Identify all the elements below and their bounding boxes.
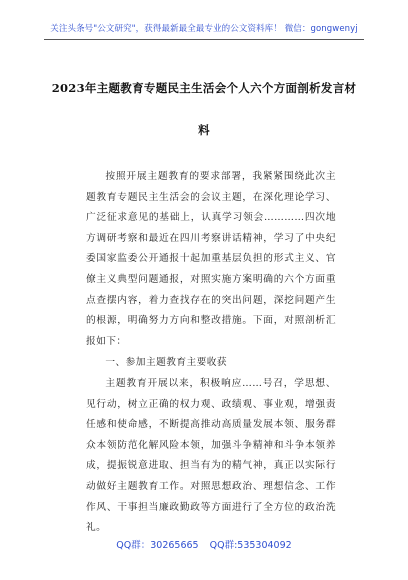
section-heading-1: 一、参加主题教育主要收获 [105,357,228,368]
footer-contact [0,537,408,551]
header-banner-text: 关注头条号"公文研究"，获得最新最全最专业的公文资料库！ 微信：gongwenyj [50,24,358,34]
header-divider [44,39,364,40]
footer-qq-group-1: QQ群：30265665 [116,540,199,551]
paragraph-intro: 按照开展主题教育的要求部署，我紧紧围绕此次主题教育专题民主生活会的会议主题，在深化理论学习、广泛征求意见的基础上，认真学习领会…………四次地方调研考察和最近在四川考察讲话精神，学习了中央纪委国家监委公开通报十起加重基层负担的形式主义、官僚主义典型问题通报，对照实施方案明确的六个方面重点查摆内容，着力查找存在的突出问题，深挖问题产生的根源，明确努力方向和整改措施。下面，对照剖析汇报如下： [86,171,336,347]
footer-qq-group-2: QQ群:535304092 [209,540,292,551]
paragraph-section-1: 主题教育开展以来，积极响应……号召，学思想、见行动，树立正确的权力观、政绩观、事业观，增强责任感和使命感，不断提高推动高质量发展本领、服务群众本领防范化解风险本领，加强斗争精神和斗争本领养成，提振锐意进取、担当有为的精气神，真正以实际行动做好主题教育工作。对照思想政治、理想信念、工作作风、干事担当廉政勤政等方面进行了全方位的政治洗礼。 [86,378,336,534]
document-title-line-1: 2023年主题教育专题民主生活会个人六个方面剖析发言材 [51,81,357,95]
document-title-line-2: 料 [198,123,210,137]
